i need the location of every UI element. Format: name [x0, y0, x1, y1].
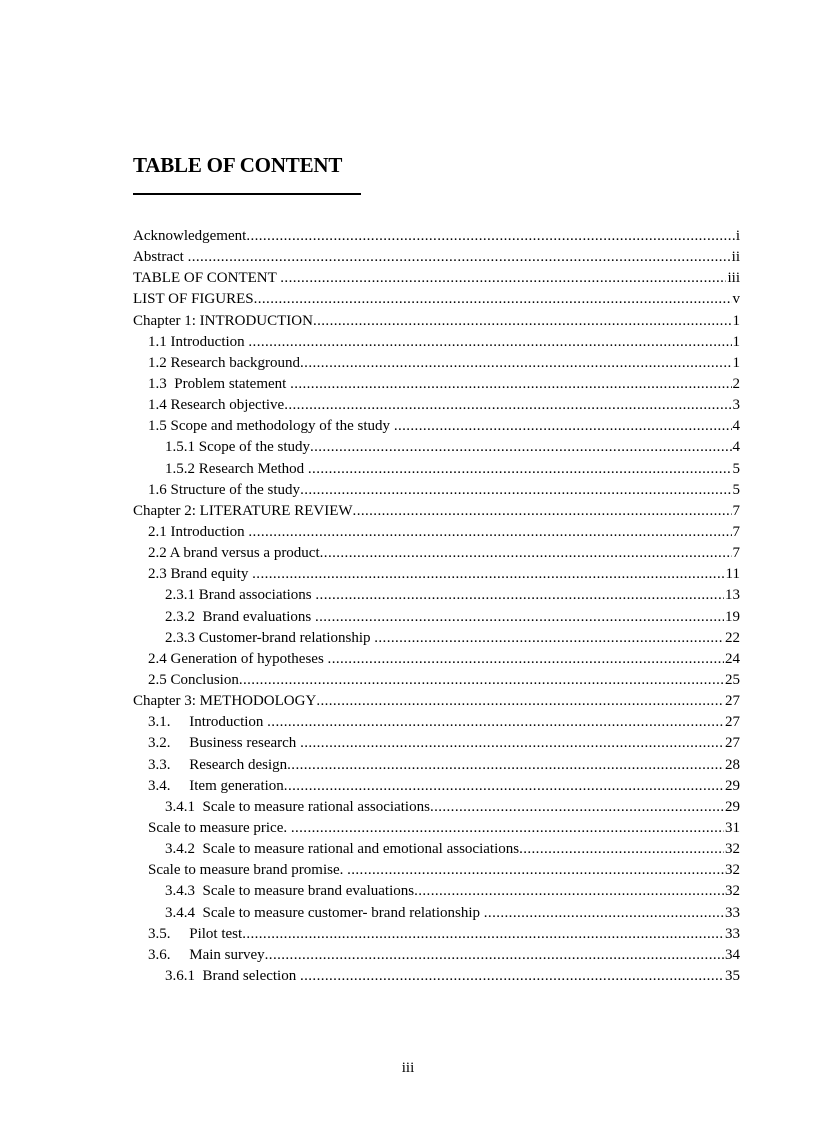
toc-entry[interactable] [133, 797, 740, 818]
dot-leader [290, 374, 731, 395]
toc-entry-label: Scale to measure price. [148, 819, 291, 836]
toc-entry-label: 1.6 Structure of the study [148, 481, 301, 498]
dot-leader [239, 670, 724, 691]
toc-entry-page: 33 [725, 925, 740, 942]
toc-entry[interactable] [133, 459, 740, 480]
toc-entry[interactable] [133, 289, 740, 310]
toc-entry-page: 22 [725, 629, 740, 646]
dot-leader [315, 607, 724, 628]
toc-entry-label: 1.5.2 Research Method [165, 460, 308, 477]
dot-leader [320, 543, 732, 564]
toc-entry-page: 35 [725, 967, 740, 984]
dot-leader [254, 289, 732, 310]
dot-leader [353, 501, 732, 522]
toc-entry-label: 1.5.1 Scope of the study [165, 439, 310, 456]
dot-leader [265, 945, 724, 966]
toc-entry[interactable] [133, 501, 740, 522]
toc-entry[interactable] [133, 268, 740, 289]
toc-entry[interactable] [133, 839, 740, 860]
toc-entry-label: 3.6.1 Brand selection [165, 967, 300, 984]
dot-leader [242, 924, 724, 945]
dot-leader [267, 712, 724, 733]
toc-entry-label: LIST OF FIGURES [133, 291, 254, 308]
toc-entry-label: Scale to measure brand promise. [148, 862, 348, 879]
dot-leader [519, 839, 724, 860]
toc-entry-label: 3.4.4 Scale to measure customer- brand relationship [165, 904, 484, 921]
toc-entry[interactable] [133, 416, 740, 437]
toc-entry-label: 3.6. Main survey [148, 946, 265, 963]
toc-entry-label: 2.3.1 Brand associations [165, 587, 316, 604]
toc-entry-label: 3.3. Research design [148, 756, 288, 773]
toc-entry-page: 28 [725, 756, 740, 773]
toc-entry[interactable] [133, 755, 740, 776]
toc-entry-label: 1.2 Research background [148, 354, 301, 371]
toc-entry-label: 1.4 Research objective [148, 397, 285, 414]
toc-entry-label: TABLE OF CONTENT [133, 270, 281, 287]
dot-leader [246, 226, 735, 247]
toc-entry-page: 25 [725, 671, 740, 688]
toc-entry-label: 2.4 Generation of hypotheses [148, 650, 328, 667]
dot-leader [284, 395, 731, 416]
toc-entry[interactable] [133, 607, 740, 628]
toc-entry-label: 3.5. Pilot test [148, 925, 243, 942]
toc-entry-label: Chapter 2: LITERATURE REVIEW [133, 502, 353, 519]
toc-entry-page: 32 [725, 883, 740, 900]
toc-entry-label: 1.5 Scope and methodology of the study [148, 418, 394, 435]
toc-entry-page: 34 [725, 946, 740, 963]
toc-entry[interactable] [133, 924, 740, 945]
toc-entry[interactable] [133, 818, 740, 839]
toc-entry-label: Chapter 1: INTRODUCTION [133, 312, 313, 329]
toc-entry[interactable] [133, 691, 740, 712]
toc-entry-page: 27 [725, 693, 740, 710]
dot-leader [430, 797, 724, 818]
toc-entry[interactable] [133, 585, 740, 606]
toc-entry[interactable] [133, 332, 740, 353]
toc-entry-page: 24 [725, 650, 740, 667]
toc-entry-page: 4 [732, 439, 740, 456]
toc-entry[interactable] [133, 881, 740, 902]
dot-leader [316, 691, 724, 712]
toc-entry-page: 7 [732, 545, 740, 562]
toc-entry-page: 27 [725, 714, 740, 731]
toc-entry-label: Chapter 3: METHODOLOGY [133, 693, 317, 710]
page-number: iii [401, 1060, 415, 1076]
toc-entry[interactable] [133, 522, 740, 543]
dot-leader [248, 332, 731, 353]
toc-entry-label: 2.3 Brand equity [148, 566, 253, 583]
dot-leader [188, 247, 731, 268]
toc-entry[interactable] [133, 311, 740, 332]
toc-entry-page: 1 [732, 354, 740, 371]
toc-entry-label: 3.2. Business research [148, 735, 301, 752]
toc-entry-page: 31 [725, 819, 740, 836]
dot-leader [291, 818, 724, 839]
toc-entry-label: 3.4. Item generation [148, 777, 284, 794]
toc-entry[interactable] [133, 776, 740, 797]
dot-leader [280, 268, 726, 289]
toc-entry-page: 11 [725, 566, 740, 583]
dot-leader [300, 353, 731, 374]
toc-entry-label: 3.1. Introduction [148, 714, 268, 731]
toc-entry[interactable] [133, 437, 740, 458]
toc-entry-page: 29 [725, 777, 740, 794]
toc-entry-label: 2.3.3 Customer-brand relationship [165, 629, 375, 646]
dot-leader [248, 522, 731, 543]
toc-entry[interactable] [133, 903, 740, 924]
toc-entry-page: 1 [732, 312, 740, 329]
toc-entry-page: 32 [725, 862, 740, 879]
dot-leader [287, 755, 724, 776]
toc-entry[interactable] [133, 670, 740, 691]
dot-leader [313, 311, 732, 332]
toc-entry-label: 1.3 Problem statement [148, 375, 291, 392]
toc-entry-page: 4 [732, 418, 740, 435]
toc-entry-page: 7 [732, 502, 740, 519]
dot-leader [414, 881, 724, 902]
toc-entry[interactable] [133, 860, 740, 881]
toc-entry-label: 2.1 Introduction [148, 523, 249, 540]
dot-leader [328, 649, 724, 670]
toc-entry-page: ii [731, 249, 740, 266]
toc-entry[interactable] [133, 395, 740, 416]
dot-leader [284, 776, 724, 797]
toc-entry-page: 29 [725, 798, 740, 815]
dot-leader [252, 564, 724, 585]
toc-entry-page: 13 [725, 587, 740, 604]
toc-entry-page: 5 [732, 481, 740, 498]
toc-entry[interactable] [133, 966, 740, 987]
toc-entry-page: v [732, 291, 740, 308]
dot-leader [315, 585, 724, 606]
dot-leader [347, 860, 724, 881]
toc-entry-label: Abstract [133, 249, 188, 266]
toc-entry[interactable] [133, 628, 740, 649]
toc-entry[interactable] [133, 226, 740, 247]
toc-entry[interactable] [133, 353, 740, 374]
toc-entry-label: 1.1 Introduction [148, 333, 249, 350]
toc-entry[interactable] [133, 247, 740, 268]
toc-entry[interactable] [133, 712, 740, 733]
dot-leader [374, 628, 724, 649]
toc-entry-label: Acknowledgement [133, 228, 247, 244]
dot-leader [300, 480, 731, 501]
toc-entry-label: 3.4.2 Scale to measure rational and emotional associations [165, 841, 520, 858]
title-underline [133, 193, 361, 195]
page-title: TABLE OF CONTENT [133, 153, 343, 177]
dot-leader [484, 903, 724, 924]
toc-entry-label: 2.2 A brand versus a product [148, 545, 320, 562]
toc-entry-page: 7 [732, 523, 740, 540]
toc-entry-page: 33 [725, 904, 740, 921]
toc-entry-page: i [735, 228, 740, 244]
dot-leader [394, 416, 732, 437]
toc-entry-page: 2 [732, 375, 740, 392]
toc-entry[interactable] [133, 649, 740, 670]
toc-entry[interactable] [133, 564, 740, 585]
dot-leader [300, 733, 724, 754]
toc-entry-page: 1 [732, 333, 740, 350]
toc-entry-label: 2.3.2 Brand evaluations [165, 608, 315, 625]
toc-entry-page: 19 [725, 608, 740, 625]
toc-entry[interactable] [133, 733, 740, 754]
toc-entry[interactable] [133, 543, 740, 564]
toc-entry-label: 3.4.3 Scale to measure brand evaluations [165, 883, 415, 900]
toc-entry-label: 2.5 Conclusion [148, 671, 239, 688]
table-of-contents [133, 226, 740, 987]
dot-leader [310, 437, 732, 458]
toc-entry[interactable] [133, 480, 740, 501]
toc-entry-page: 3 [732, 397, 740, 414]
toc-entry-page: 5 [732, 460, 740, 477]
toc-entry-page: 32 [725, 841, 740, 858]
toc-entry[interactable] [133, 945, 740, 966]
dot-leader [300, 966, 724, 987]
toc-entry-page: iii [727, 270, 740, 287]
toc-entry[interactable] [133, 374, 740, 395]
toc-entry-label: 3.4.1 Scale to measure rational associations [165, 798, 430, 815]
dot-leader [308, 459, 732, 480]
toc-entry-page: 27 [725, 735, 740, 752]
